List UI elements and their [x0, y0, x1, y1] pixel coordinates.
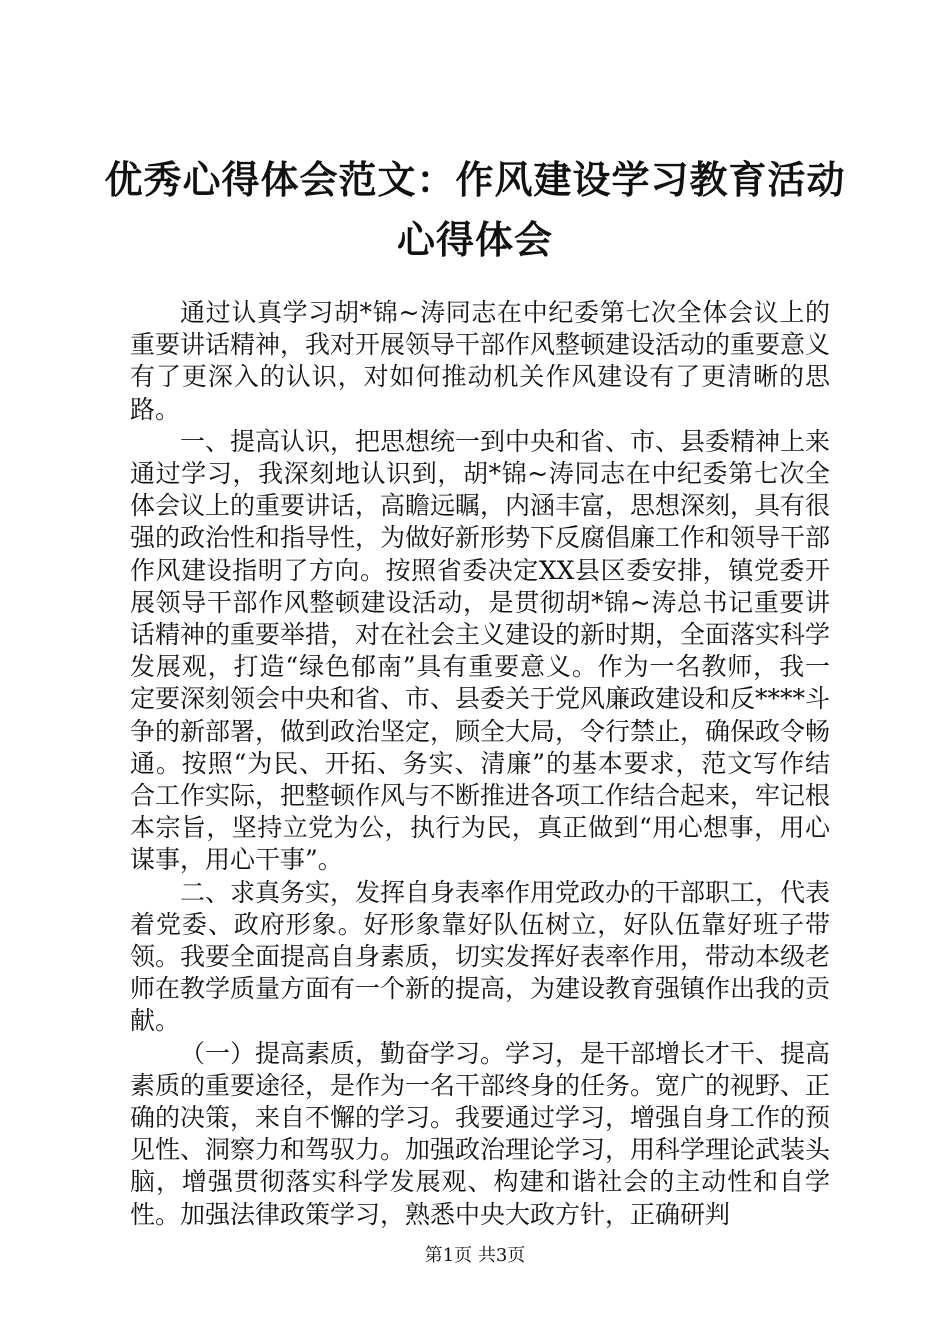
page-footer: 第1页 共3页 [424, 1245, 526, 1266]
paragraph-section-two: 二、求真务实，发挥自身表率作用党政办的干部职工，代表着党委、政府形象。好形象靠好队伍树立，好队伍靠好班子带领。我要全面提高自身素质，切实发挥好表率作用，带动本级老师在教学质量方面有一个新的提高，为建设教育强镇作出我的贡献。 [130, 877, 831, 1036]
paragraph-intro: 通过认真学习胡*锦~涛同志在中纪委第七次全体会议上的重要讲话精神，我对开展领导干部作风整顿建设活动的重要意义有了更深入的认识，对如何推动机关作风建设有了更清晰的思路。 [130, 298, 831, 424]
paragraph-subsection-one: （一）提高素质，勤奋学习。学习，是干部增长才干、提高素质的重要途径，是作为一名干部终身的任务。宽广的视野、正确的决策，来自不懈的学习。我要通过学习，增强自身工作的预见性、洞察力和驾驭力。加强政治理论学习，用科学理论武装头脑，增强贯彻落实科学发展观、构建和谐社会的主动性和自学性。加强法律政策学习，熟悉中央大政方针，正确研判 [130, 1038, 831, 1229]
document-title: 优秀心得体会范文：作风建设学习教育活动心得体会 [104, 157, 846, 262]
paragraph-section-one: 一、提高认识，把思想统一到中央和省、市、县委精神上来通过学习，我深刻地认识到，胡*锦~涛同志在中纪委第七次全体会议上的重要讲话，高瞻远瞩，内涵丰富，思想深刻，具有很强的政治性和指导性，为做好新形势下反腐倡廉工作和领导干部作风建设指明了方向。按照省委决定XX县区委安排，镇党委开展领导干部作风整顿建设活动，是贯彻胡*锦~涛总书记重要讲话精神的重要举措，对在社会主义建设的新时期，全面落实科学发展观，打造“绿色郁南”具有重要意义。作为一名教师，我一定要深刻领会中央和省、市、县委关于党风廉政建设和反****斗争的新部署，做到政治坚定，顾全大局，令行禁止，确保政令畅通。按照“为民、开拓、务实、清廉”的基本要求，范文写作结合工作实际，把整顿作风与不断推进各项工作结合起来，牢记根本宗旨，坚持立党为公，执行为民，真正做到“用心想事，用心谋事，用心干事”。 [130, 426, 831, 875]
document-body [130, 297, 830, 1231]
